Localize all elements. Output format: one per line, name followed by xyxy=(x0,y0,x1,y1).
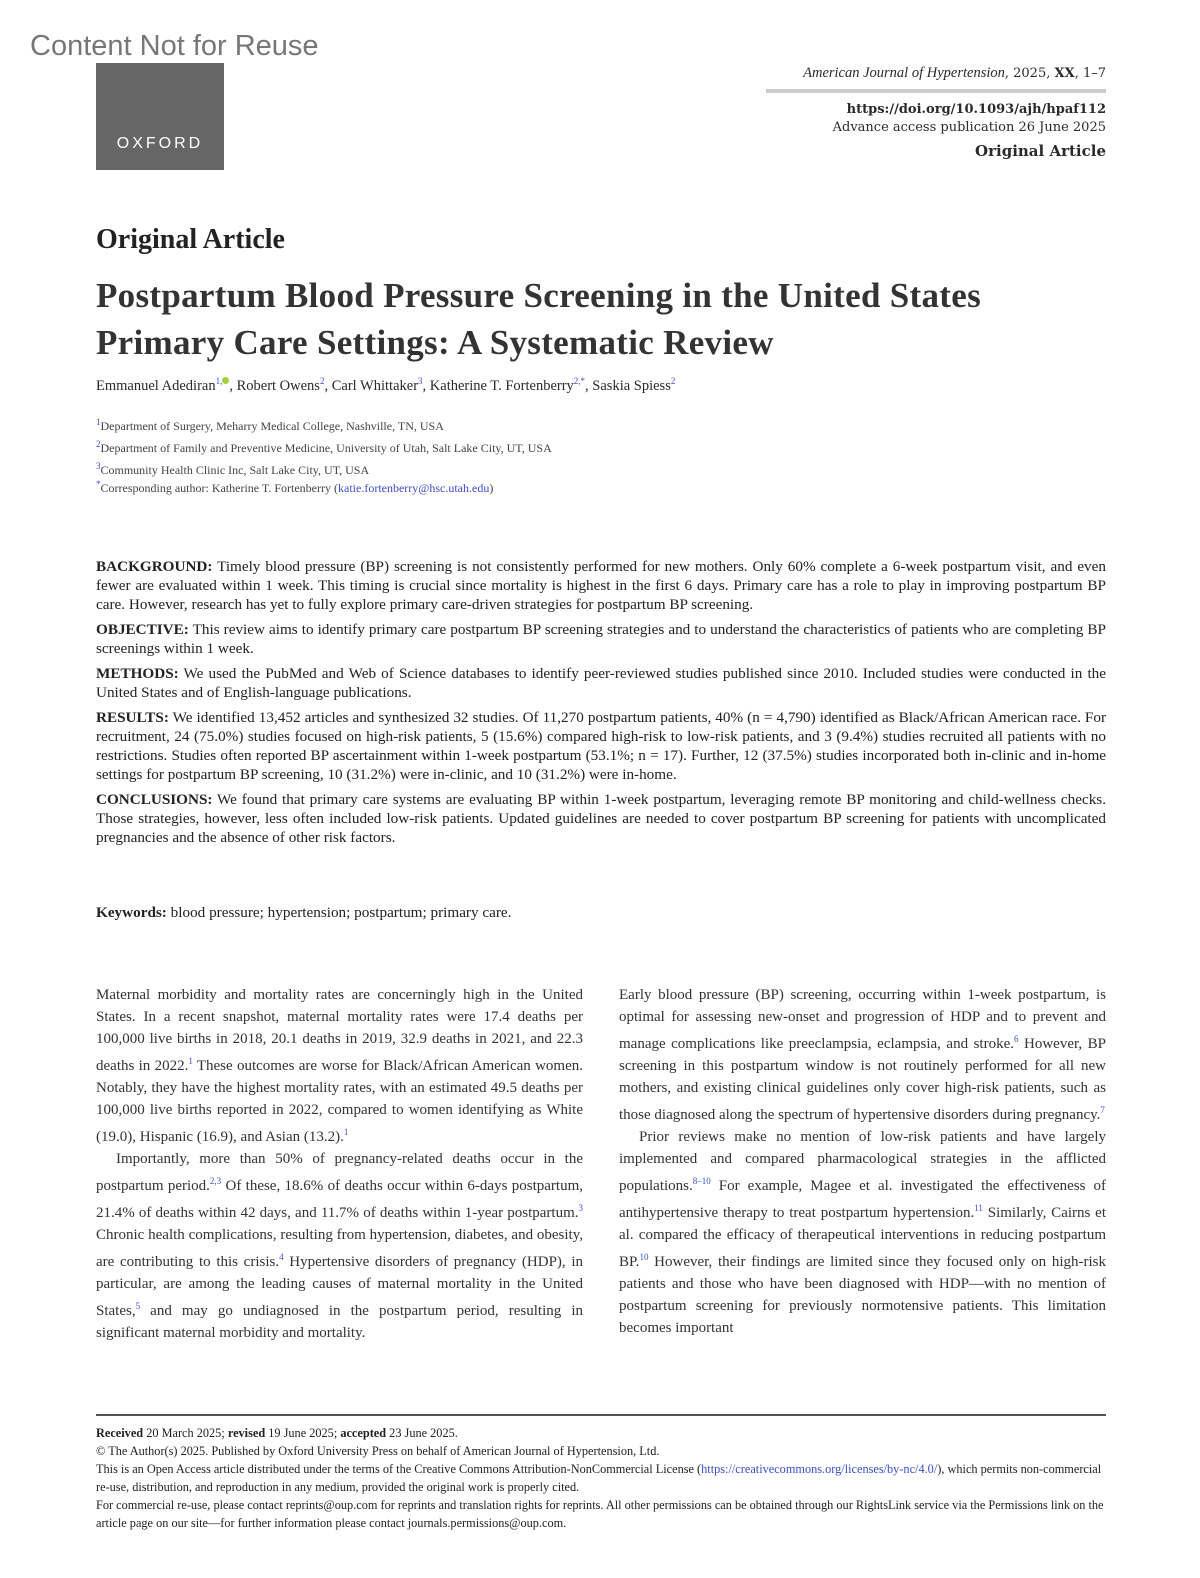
abstract-label: OBJECTIVE: xyxy=(96,621,189,638)
received-date: 20 March 2025; xyxy=(143,1426,228,1440)
author-affiliation-marker: 2 xyxy=(670,376,676,386)
footer-rule xyxy=(96,1414,1106,1416)
affiliation-marker: 1 xyxy=(96,417,101,427)
watermark: Content Not for Reuse xyxy=(30,30,319,62)
affiliation xyxy=(96,457,552,479)
license xyxy=(96,1460,1106,1496)
oxford-logo: OXFORD xyxy=(96,63,224,170)
citation-link[interactable]: 3 xyxy=(578,1203,583,1213)
footnote-info xyxy=(96,1424,1106,1532)
received-label: Received xyxy=(96,1426,144,1440)
body-paragraph xyxy=(619,1126,1106,1339)
citation-link[interactable]: 4 xyxy=(279,1252,284,1262)
abstract-text: We identified 13,452 articles and synthesized 32 studies. Of 11,270 postpartum patients, 40% (n = 4,790) identified as Black/African American race. For recruitment, 24 (75.0%) studies focused on high-risk patients, 5 (15.6%) compared high-risk to low-risk patients, and 3 (9.4%) studies recruited all patients with no restrictions. Studies often reported BP ascertainment within 1-week postpartum (53.1%; n = 17). Further, 12 (37.5%) studies incorporated both in-clinic and in-home settings for postpartum BP screening, 10 (31.2%) were in-clinic, and 10 (31.2%) were in-home. xyxy=(96,709,1106,783)
abstract-section xyxy=(96,664,1106,702)
citation-link[interactable]: 11 xyxy=(974,1203,983,1213)
citation-link[interactable]: 7 xyxy=(1100,1105,1105,1115)
author-name: Emmanuel Adediran xyxy=(96,377,216,394)
citation-link[interactable]: 6 xyxy=(1014,1034,1019,1044)
body-text: Prior reviews make no mention of low-risk patients and have largely implemented and compared pharmacological strategies in the afflicted populations. xyxy=(619,1129,1106,1194)
keywords xyxy=(96,904,511,922)
citation-link[interactable]: 1 xyxy=(188,1056,193,1066)
author-separator: , xyxy=(229,377,237,394)
affiliation-text: Department of Surgery, Meharry Medical College, Nashville, TN, USA xyxy=(100,419,444,433)
affiliation-marker: 2 xyxy=(96,439,101,449)
affiliations xyxy=(96,413,552,479)
journal-year: , 2025, xyxy=(1004,66,1055,81)
doi-link[interactable]: https://doi.org/10.1093/ajh/hpaf112 xyxy=(846,102,1106,117)
copyright: © The Author(s) 2025. Published by Oxford University Press on behalf of American Journal of Hypertension, Ltd. xyxy=(96,1444,660,1458)
abstract-section xyxy=(96,557,1106,614)
citation-link[interactable]: 5 xyxy=(135,1301,141,1311)
body-text: However, their findings are limited since they focused only on high-risk patients and those who have been diagnosed with HDP—with no mention of postpartum screening for previously normotensive patients. This limitation becomes important xyxy=(619,1254,1106,1336)
abstract-text: We found that primary care systems are evaluating BP within 1-week postpartum, leveraging remote BP monitoring and child-wellness checks. Those strategies, however, less often included low-risk patients. Updated guidelines are needed to cover postpartum BP screening for patients with uncomplicated pregnancies and the absence of other risk factors. xyxy=(96,791,1106,846)
body-text: However, BP screening in this postpartum window is not routinely performed for all new mothers, and existing clinical guidelines only cover high-risk patients, such as those diagnosed along the spectrum of hypertensive disorders during pregnancy. xyxy=(619,1036,1106,1123)
corr-label: Corresponding author: Katherine T. Fortenberry ( xyxy=(100,481,338,495)
author-name: Carl Whittaker xyxy=(331,377,419,394)
body-paragraph xyxy=(96,984,583,1148)
article-type-header: Original Article xyxy=(975,142,1106,160)
author-affiliation-marker: 1, xyxy=(215,376,223,386)
advance-access: Advance access publication 26 June 2025 xyxy=(832,120,1106,135)
dates xyxy=(96,1424,1106,1442)
journal-pages: , 1–7 xyxy=(1074,66,1106,81)
revised-label: revised xyxy=(227,1426,266,1440)
body-text: and may go undiagnosed in the postpartum period, resulting in significant maternal morbidity and mortality. xyxy=(96,1303,583,1341)
body-text: Of these, 18.6% of deaths occur within 6-days postpartum, 21.4% of deaths within 42 days, and 11.7% of deaths within 1-year postpartum. xyxy=(96,1178,583,1221)
abstract-text: We used the PubMed and Web of Science databases to identify peer-reviewed studies published since 2010. Included studies were conducted in the United States and of English-language publications. xyxy=(96,665,1106,701)
license-text-end: ), which permits non-commercial re-use, distribution, and reproduction in any medium, provided the original work is properly cited. xyxy=(96,1462,1102,1494)
author-separator: , xyxy=(585,377,593,394)
author-name: Katherine T. Fortenberry xyxy=(429,377,574,394)
author-affiliation-marker: 2 xyxy=(319,376,325,386)
author-separator: , xyxy=(324,377,332,394)
author-affiliation-marker: 2,* xyxy=(573,376,586,386)
corr-email-link[interactable]: katie.fortenberry@hsc.utah.edu xyxy=(338,481,490,495)
affiliation-text: Community Health Clinic Inc, Salt Lake City, UT, USA xyxy=(100,463,370,477)
abstract-section xyxy=(96,620,1106,658)
abstract-label: CONCLUSIONS: xyxy=(96,791,213,808)
body-paragraph xyxy=(96,1148,583,1344)
article-type: Original Article xyxy=(96,224,285,255)
abstract-section xyxy=(96,708,1106,784)
abstract-section xyxy=(96,790,1106,847)
corresponding-author xyxy=(96,479,493,496)
citation-link[interactable]: 10 xyxy=(639,1252,649,1262)
commercial-reuse: For commercial re-use, please contact reprints@oup.com for reprints and translation rights for reprints. All other permissions can be obtained through our RightsLink service via the Permissions link on the article page on our site—for further information please contact journals.permissions@oup.com. xyxy=(96,1498,1104,1530)
body-text: Maternal morbidity and mortality rates are concerningly high in the United States. In a recent snapshot, maternal mortality rates were 17.4 deaths per 100,000 live births in 2018, 20.1 deaths in 2019, 32.9 deaths in 2021, and 22.3 deaths in 2022. xyxy=(96,987,583,1074)
corr-marker: * xyxy=(96,479,101,489)
author-name: Saskia Spiess xyxy=(592,377,671,394)
keywords-text: blood pressure; hypertension; postpartum; primary care. xyxy=(166,904,512,921)
abstract-label: BACKGROUND: xyxy=(96,558,213,575)
citation-link[interactable]: 8–10 xyxy=(692,1176,711,1186)
abstract-text: This review aims to identify primary care postpartum BP screening strategies and to understand the characteristics of patients who are completing BP screenings within 1 week. xyxy=(96,621,1106,657)
license-text: This is an Open Access article distributed under the terms of the Creative Commons Attribution-NonCommercial License ( xyxy=(96,1462,702,1476)
accepted-label: accepted xyxy=(340,1426,387,1440)
article-title: Postpartum Blood Pressure Screening in the United States Primary Care Settings: A Systematic Review xyxy=(96,276,981,362)
body-text: Importantly, more than 50% of pregnancy-related deaths occur in the postpartum period. xyxy=(96,1151,583,1194)
body-text: For example, Magee et al. investigated the effectiveness of antihypertensive therapy to treat postpartum hypertension. xyxy=(619,1178,1106,1221)
affiliation-text: Department of Family and Preventive Medicine, University of Utah, Salt Lake City, UT, USA xyxy=(100,441,552,455)
journal-volume: XX xyxy=(1054,66,1075,81)
body-text: Hypertensive disorders of pregnancy (HDP), in particular, are among the leading causes of maternal mortality in the United States, xyxy=(96,1254,583,1319)
abstract-label: RESULTS: xyxy=(96,709,169,726)
revised-date: 19 June 2025; xyxy=(265,1426,341,1440)
body-column-right xyxy=(619,984,1106,1339)
body-paragraph xyxy=(619,984,1106,1126)
body-column-left xyxy=(96,984,583,1344)
affiliation xyxy=(96,435,552,457)
keywords-label: Keywords: xyxy=(96,904,167,921)
journal-name: American Journal of Hypertension xyxy=(803,65,1005,81)
author-separator: , xyxy=(422,377,430,394)
body-text: Early blood pressure (BP) screening, occurring within 1-week postpartum, is optimal for assessing new-onset and progression of HDP and to prevent and manage complications like preeclampsia, eclampsia, and stroke. xyxy=(619,987,1106,1052)
citation-link[interactable]: 1 xyxy=(343,1127,349,1137)
corr-close: ) xyxy=(489,481,494,495)
affiliation-marker: 3 xyxy=(96,461,101,471)
accepted-date: 23 June 2025. xyxy=(386,1426,458,1440)
body-text: Similarly, Cairns et al. compared the efficacy of therapeutical interventions in reducing postpartum BP. xyxy=(619,1205,1106,1270)
affiliation xyxy=(96,413,552,435)
author-list xyxy=(96,376,675,395)
header-rule xyxy=(766,89,1106,93)
abstract-label: METHODS: xyxy=(96,665,179,682)
abstract xyxy=(96,557,1106,853)
body-text: These outcomes are worse for Black/African American women. Notably, they have the highest mortality rates, with an estimated 49.5 deaths per 100,000 live births reported in 2022, compared to women identifying as White (19.0), Hispanic (16.9), and Asian (13.2). xyxy=(96,1058,583,1145)
author-name: Robert Owens xyxy=(236,377,320,394)
license-link[interactable]: https://creativecommons.org/licenses/by-nc/4.0/ xyxy=(701,1462,938,1476)
body-text: Chronic health complications, resulting from hypertension, diabetes, and obesity, are contributing to this crisis. xyxy=(96,1227,583,1270)
journal-citation xyxy=(766,64,1106,83)
author-affiliation-marker: 3 xyxy=(418,376,423,386)
abstract-text: Timely blood pressure (BP) screening is not consistently performed for new mothers. Only 60% complete a 6-week postpartum visit, and even fewer are evaluated within 1 week. This timing is crucial since mortality is highest in the first 6 days. Primary care has a role to play in improving postpartum BP care. However, research has yet to fully explore primary care-driven strategies for postpartum BP screening. xyxy=(96,558,1106,613)
journal-meta xyxy=(766,64,1106,160)
citation-link[interactable]: 2,3 xyxy=(209,1176,222,1186)
